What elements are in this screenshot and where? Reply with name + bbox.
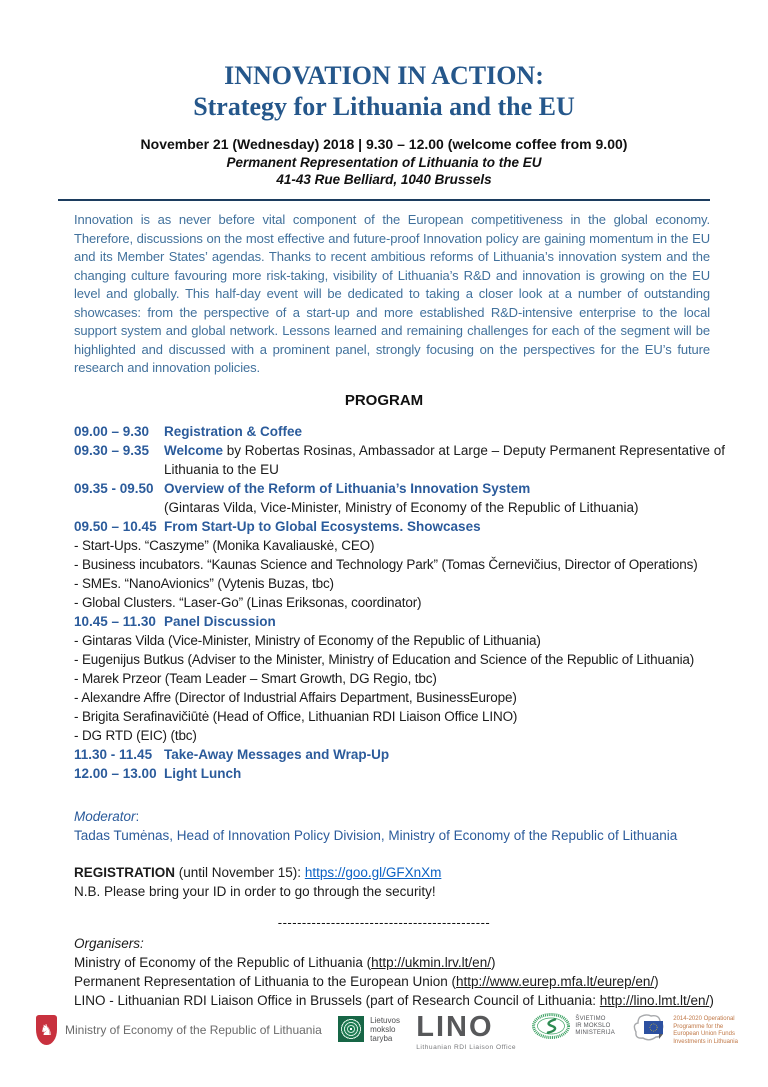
session-speaker: (Gintaras Vilda, Vice-Minister, Ministry of Economy of the Republic of Lithuania): [164, 499, 639, 515]
organisers-block: [74, 934, 748, 1010]
showcase-item: - SMEs. “NanoAvionics” (Vytenis Buzas, tbc): [74, 575, 334, 591]
session-title: Welcome: [164, 442, 224, 458]
lino-logo-group: [416, 1013, 516, 1051]
header-divider: [58, 199, 710, 201]
program-list: [74, 422, 748, 783]
session-title: Overview of the Reform of Lithuania’s Innovation System: [164, 480, 531, 496]
vytis-knight-icon: ♞: [39, 1021, 54, 1039]
organiser-link[interactable]: http://www.eurep.mfa.lt/eurep/en/: [456, 973, 655, 989]
registration-label: REGISTRATION: [74, 864, 175, 880]
program-session: [74, 612, 748, 631]
registration-line: [74, 863, 710, 883]
page-title-line1: INNOVATION IN ACTION:: [224, 61, 544, 90]
panelist-item: - Alexandre Affre (Director of Industrial Affairs Department, BusinessEurope): [74, 689, 517, 705]
session-time: 09.35 - 09.50: [74, 480, 154, 496]
registration-block: [74, 863, 710, 902]
program-session: [74, 517, 748, 536]
venue-address: 41-43 Rue Belliard, 1040 Brussels: [276, 172, 492, 187]
session-title: Take-Away Messages and Wrap-Up: [164, 746, 390, 762]
moderator-name: Tadas Tumėnas, Head of Innovation Policy Division, Ministry of Economy of the Republic of Lithuania: [74, 828, 678, 843]
lithuania-coat-of-arms-icon: [36, 1015, 57, 1045]
organisers-heading: Organisers:: [74, 935, 144, 951]
program-session: [74, 479, 748, 498]
education-ministry-oval-icon: [532, 1013, 570, 1039]
education-ministry-logo-group: [532, 1013, 615, 1039]
showcase-item: - Global Clusters. “Laser-Go” (Linas Eriksonas, coordinator): [74, 594, 422, 610]
session-time: 09.30 – 9.35: [74, 442, 150, 458]
showcase-item: - Start-Ups. “Caszyme” (Monika Kavaliauskė, CEO): [74, 537, 375, 553]
logo-footer: [36, 1013, 738, 1051]
lino-wordmark: LINO: [416, 1011, 494, 1043]
session-title: Panel Discussion: [164, 613, 276, 629]
session-detail: by Robertas Rosinas, Ambassador at Large – Deputy Permanent Representative of Lithuania to the EU: [164, 442, 726, 477]
organiser-link[interactable]: http://lino.lmt.lt/en/: [599, 992, 710, 1008]
panelist-item: - Gintaras Vilda (Vice-Minister, Ministry of Economy of the Republic of Lithuania): [74, 632, 541, 648]
intro-paragraph: Innovation is as never before vital component of the European competitiveness in the global economy. Therefore, discussions on the most effective and future-proof Innovation policy are gaining momentum in the EU and its Member States’ agendas. Thanks to recent ambitious reforms of Lithuania’s innovation system and the changing culture favouring more risk-taking, visibility of Lithuania’s R&D and innovation is growing on the EU level and globally. This half-day event will be dedicated to taking a closer look at a number of outstanding showcases: from the perspective of a start-up and more established R&D-intensive enterprise to the local support system and global network. Lessons learned and remaining challenges for each of the segment will be highlighted and discussed with a prominent panel, strongly focusing on the perspectives for the EU’s future research and innovation policies.: [74, 212, 710, 375]
program-session: [74, 441, 748, 479]
education-ministry-label: ŠVIETIMO IR MOKSLO MINISTERIJA: [575, 1015, 615, 1036]
session-time: 10.45 – 11.30: [74, 613, 156, 629]
organiser-line: LINO - Lithuanian RDI Liaison Office in Brussels (part of Research Council of Lithuania: http://lino.lmt.lt/en/): [74, 992, 714, 1008]
registration-deadline: (until November 15):: [175, 864, 305, 880]
lithuania-map-eu-flag-icon: [631, 1013, 667, 1045]
panelist-item: - Brigita Serafinavičiūtė (Head of Office, Lithuanian RDI Liaison Office LINO): [74, 708, 518, 724]
science-council-label: Lietuvos mokslo taryba: [370, 1016, 400, 1043]
program-heading: PROGRAM: [344, 391, 424, 409]
dashed-separator: --------------------------------------------: [277, 914, 491, 930]
panelist-item: - DG RTD (EIC) (tbc): [74, 727, 197, 743]
page-title-line2: Strategy for Lithuania and the EU: [193, 92, 575, 121]
organiser-line: Permanent Representation of Lithuania to the European Union (http://www.eurep.mfa.lt/eurep/en/): [74, 973, 659, 989]
session-title: Registration & Coffee: [164, 423, 303, 439]
session-title: Light Lunch: [164, 765, 242, 781]
organiser-link[interactable]: http://ukmin.lrv.lt/en/: [371, 954, 491, 970]
session-time: 09.00 – 9.30: [74, 423, 150, 439]
science-council-logo-group: [338, 1013, 400, 1043]
organiser-line: Ministry of Economy of the Republic of Lithuania (http://ukmin.lrv.lt/en/): [74, 954, 496, 970]
session-time: 09.50 – 10.45: [74, 518, 157, 534]
moderator-label: Moderator:: [74, 808, 140, 824]
program-session: [74, 422, 748, 441]
program-session: [74, 745, 748, 764]
moderator-block: [74, 807, 710, 846]
panelist-item: - Eugenijus Butkus (Adviser to the Minister, Ministry of Education and Science of the Republic of Lithuania): [74, 651, 695, 667]
ministry-economy-logo-group: [36, 1013, 322, 1047]
science-council-mandala-icon: [338, 1016, 364, 1042]
eu-funds-label: 2014-2020 Operational Programme for the European Union Funds Investments in Lithuania: [673, 1016, 738, 1045]
ministry-economy-label: Ministry of Economy of the Republic of Lithuania: [65, 1023, 322, 1037]
session-time: 11.30 - 11.45: [74, 746, 153, 762]
program-session: [74, 764, 748, 783]
lino-caption: Lithuanian RDI Liaison Office: [416, 1044, 517, 1051]
panelist-item: - Marek Przeor (Team Leader – Smart Growth, DG Regio, tbc): [74, 670, 437, 686]
registration-link[interactable]: https://goo.gl/GFXnXm: [304, 864, 442, 880]
session-title: From Start-Up to Global Ecosystems. Showcases: [164, 518, 481, 534]
event-date-line: November 21 (Wednesday) 2018 | 9.30 – 12.00 (welcome coffee from 9.00): [140, 136, 628, 152]
venue-name: Permanent Representation of Lithuania to the EU: [226, 155, 542, 170]
session-time: 12.00 – 13.00: [74, 765, 157, 781]
showcase-item: - Business incubators. “Kaunas Science and Technology Park” (Tomas Černevičius, Director of Operations): [74, 556, 698, 572]
security-note: N.B. Please bring your ID in order to go through the security!: [74, 884, 436, 899]
eu-funds-logo-group: [631, 1013, 738, 1046]
